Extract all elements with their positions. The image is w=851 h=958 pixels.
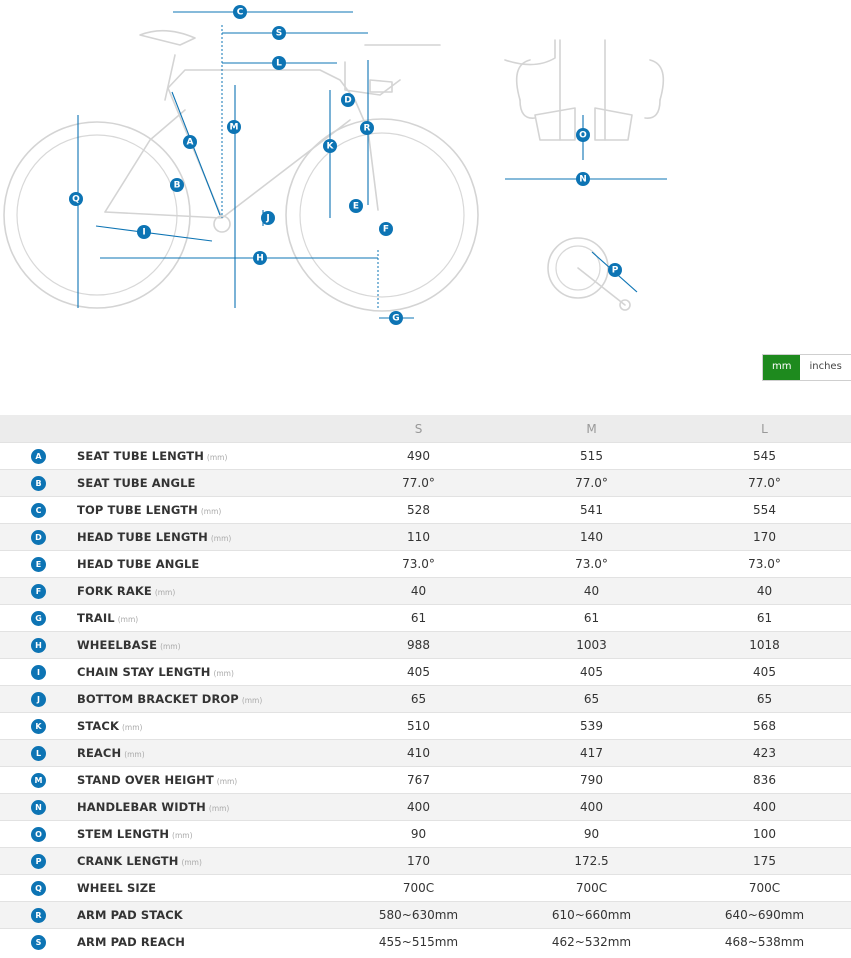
row-letter-cell [0,578,77,605]
geometry-row [0,524,851,551]
header-spacer [0,415,77,443]
measurement-unit: (mm) [181,858,202,867]
value-cell-m: 40 [505,578,678,605]
measurement-unit: (mm) [241,696,263,705]
measurement-unit: (mm) [200,507,222,516]
measurement-name: CHAIN STAY LENGTH [77,665,211,679]
measurement-name-cell [77,875,332,902]
diagram-badge-label: L [276,58,282,69]
value-cell-m: 417 [505,740,678,767]
measurement-badge: S [31,935,46,950]
value-cell-l: 836 [678,767,851,794]
diagram-badge-label: M [229,122,239,133]
value-cell-m: 90 [505,821,678,848]
measurement-badge: P [31,854,46,869]
value-cell-l: 423 [678,740,851,767]
measurement-badge: G [31,611,46,626]
value-cell-s: 77.0° [332,470,505,497]
geometry-row [0,848,851,875]
value-cell-l: 640~690mm [678,902,851,929]
measurement-unit: (mm) [172,831,193,840]
measurement-name: ARM PAD REACH [77,935,186,949]
diagram-badge-label: C [236,7,244,18]
measurement-name-cell [77,632,332,659]
diagram-badge-label: S [275,28,283,39]
value-cell-s: 528 [332,497,505,524]
value-cell-s: 170 [332,848,505,875]
measurement-unit: (mm) [208,804,230,813]
measurement-unit: (mm) [213,669,234,678]
measurement-name: TOP TUBE LENGTH [77,503,198,517]
measurement-name: TRAIL [77,611,115,625]
value-cell-m: 61 [505,605,678,632]
unit-mm-button[interactable]: mm [763,355,800,380]
measurement-badge: F [31,584,46,599]
row-letter-cell [0,875,77,902]
value-cell-m: 65 [505,686,678,713]
measurement-unit: (mm) [160,642,181,651]
row-letter-cell [0,902,77,929]
size-header-row [0,415,851,443]
measurement-badge: O [31,827,46,842]
value-cell-l: 405 [678,659,851,686]
size-header-s: S [332,415,505,443]
measurement-name: BOTTOM BRACKET DROP [77,692,239,706]
value-cell-s: 455~515mm [332,929,505,956]
row-letter-cell [0,767,77,794]
value-cell-l: 468~538mm [678,929,851,956]
value-cell-l: 65 [678,686,851,713]
row-letter-cell [0,497,77,524]
value-cell-l: 40 [678,578,851,605]
measurement-name: SEAT TUBE LENGTH [77,449,204,463]
value-cell-l: 400 [678,794,851,821]
diagram-badge-label: G [392,313,400,324]
measurement-name: WHEEL SIZE [77,881,157,895]
value-cell-s: 110 [332,524,505,551]
measurement-name: REACH [77,746,122,760]
geometry-row [0,659,851,686]
measurement-name-cell [77,767,332,794]
value-cell-s: 400 [332,794,505,821]
measurement-name: WHEELBASE [77,638,158,652]
measurement-badge: H [31,638,46,653]
value-cell-s: 988 [332,632,505,659]
diagram-badge-label: P [611,265,619,276]
value-cell-l: 77.0° [678,470,851,497]
measurement-name: HEAD TUBE ANGLE [77,557,200,571]
diagram-badge-label: I [142,227,146,238]
value-cell-m: 140 [505,524,678,551]
geometry-row [0,443,851,470]
value-cell-s: 700C [332,875,505,902]
measurement-name-cell [77,686,332,713]
diagram-badges [69,5,622,325]
value-cell-s: 405 [332,659,505,686]
measurement-name-cell [77,470,332,497]
measurement-name-cell [77,524,332,551]
value-cell-m: 515 [505,443,678,470]
value-cell-s: 410 [332,740,505,767]
value-cell-l: 545 [678,443,851,470]
diagram-badge-label: F [382,224,390,235]
measurement-badge: E [31,557,46,572]
diagram-badge-label: O [579,130,587,141]
geometry-row [0,875,851,902]
measurement-name-cell [77,497,332,524]
row-letter-cell [0,659,77,686]
measurement-name: SEAT TUBE ANGLE [77,476,196,490]
diagram-badge-label: N [579,174,587,185]
geometry-row [0,578,851,605]
value-cell-m: 539 [505,713,678,740]
measurement-unit: (mm) [154,588,176,597]
value-cell-s: 40 [332,578,505,605]
geometry-row [0,686,851,713]
value-cell-l: 73.0° [678,551,851,578]
value-cell-l: 700C [678,875,851,902]
geometry-row [0,497,851,524]
measurement-badge: Q [31,881,46,896]
row-letter-cell [0,551,77,578]
measurement-badge: C [31,503,46,518]
value-cell-s: 490 [332,443,505,470]
value-cell-l: 100 [678,821,851,848]
bike-frame-drawing [4,28,663,311]
geometry-row [0,632,851,659]
row-letter-cell [0,686,77,713]
geometry-row [0,794,851,821]
measurement-name-cell [77,443,332,470]
measurement-badge: K [31,719,46,734]
value-cell-m: 610~660mm [505,902,678,929]
geometry-row [0,713,851,740]
diagram-badge-label: H [256,253,264,264]
value-cell-l: 175 [678,848,851,875]
value-cell-m: 405 [505,659,678,686]
measurement-badge: L [31,746,46,761]
diagram-badge-label: A [186,137,194,148]
measurement-name-cell [77,821,332,848]
measurement-name: STACK [77,719,119,733]
measurement-badge: B [31,476,46,491]
measurement-unit: (mm) [216,777,238,786]
diagram-badge-label: K [326,141,334,152]
value-cell-l: 170 [678,524,851,551]
geometry-row [0,902,851,929]
measurement-unit: (mm) [206,453,228,462]
size-header-l: L [678,415,851,443]
value-cell-m: 541 [505,497,678,524]
measurement-badge: J [31,692,46,707]
measurement-name-cell [77,551,332,578]
geometry-row [0,470,851,497]
measurement-unit: (mm) [210,534,232,543]
unit-inches-button[interactable]: inches [800,355,850,380]
value-cell-s: 65 [332,686,505,713]
value-cell-m: 400 [505,794,678,821]
measurement-name-cell [77,929,332,956]
row-letter-cell [0,740,77,767]
row-letter-cell [0,713,77,740]
measurement-badge: A [31,449,46,464]
diagram-badge-label: D [344,95,352,106]
diagram-badge-label: R [363,123,371,134]
bike-geometry-diagram [0,0,851,345]
measurement-unit: (mm) [122,723,143,732]
measurement-badge: M [31,773,46,788]
value-cell-m: 172.5 [505,848,678,875]
size-header-m: M [505,415,678,443]
value-cell-m: 73.0° [505,551,678,578]
row-letter-cell [0,524,77,551]
value-cell-s: 767 [332,767,505,794]
value-cell-m: 700C [505,875,678,902]
value-cell-s: 510 [332,713,505,740]
measurement-name-cell [77,902,332,929]
value-cell-s: 73.0° [332,551,505,578]
geometry-table [0,415,851,955]
measurement-badge: N [31,800,46,815]
diagram-badge-label: B [173,180,181,191]
value-cell-m: 462~532mm [505,929,678,956]
measurement-unit: (mm) [117,615,139,624]
row-letter-cell [0,470,77,497]
row-letter-cell [0,632,77,659]
row-letter-cell [0,794,77,821]
diagram-badge-label: J [266,213,270,224]
measurement-name: FORK RAKE [77,584,152,598]
measurement-unit: (mm) [124,750,145,759]
measurement-name-cell [77,605,332,632]
measurement-name-cell [77,848,332,875]
row-letter-cell [0,821,77,848]
geometry-row [0,740,851,767]
geometry-row [0,929,851,956]
row-letter-cell [0,929,77,956]
value-cell-l: 1018 [678,632,851,659]
geometry-row [0,551,851,578]
measurement-name-cell [77,578,332,605]
diagram-badge-label: E [352,201,360,212]
measurement-name-cell [77,659,332,686]
measurement-name-cell [77,740,332,767]
measurement-badge: D [31,530,46,545]
geometry-row [0,821,851,848]
value-cell-l: 568 [678,713,851,740]
diagram-badge-label: Q [72,194,80,205]
unit-toggle[interactable] [762,354,851,381]
value-cell-s: 90 [332,821,505,848]
row-letter-cell [0,605,77,632]
row-letter-cell [0,443,77,470]
measurement-name: STAND OVER HEIGHT [77,773,214,787]
header-spacer [77,415,332,443]
geometry-row [0,605,851,632]
geometry-row [0,767,851,794]
value-cell-l: 61 [678,605,851,632]
measurement-badge: I [31,665,46,680]
measurement-name: HANDLEBAR WIDTH [77,800,206,814]
row-letter-cell [0,848,77,875]
measurement-name-cell [77,794,332,821]
measurement-name: HEAD TUBE LENGTH [77,530,208,544]
value-cell-s: 61 [332,605,505,632]
measurement-name-cell [77,713,332,740]
value-cell-l: 554 [678,497,851,524]
value-cell-s: 580~630mm [332,902,505,929]
value-cell-m: 790 [505,767,678,794]
value-cell-m: 77.0° [505,470,678,497]
measurement-badge: R [31,908,46,923]
value-cell-m: 1003 [505,632,678,659]
measurement-name: STEM LENGTH [77,827,170,841]
measurement-name: CRANK LENGTH [77,854,179,868]
measurement-name: ARM PAD STACK [77,908,183,922]
